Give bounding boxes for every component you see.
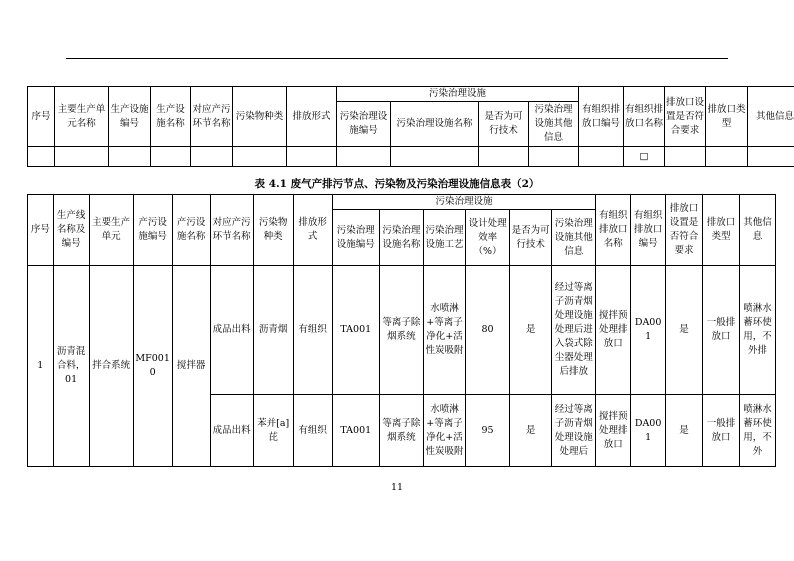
header-other: 其他信息 — [739, 195, 775, 266]
header-treat-code: 污染治理设施编号 — [332, 210, 379, 266]
cell — [529, 147, 579, 167]
cell — [579, 147, 624, 167]
cell — [55, 147, 109, 167]
cell — [109, 147, 151, 167]
cell — [337, 147, 391, 167]
header-organized-code: 有组织排放口编号 — [579, 87, 624, 147]
cell-treat-code: TA001 — [332, 395, 379, 467]
table-part-2 — [27, 194, 776, 467]
header-treatment-group: 污染治理设施 — [337, 87, 579, 102]
header-efficiency: 设计处理效率（%） — [466, 210, 510, 266]
header-treat-code: 污染治理设施编号 — [337, 102, 391, 147]
cell-outlet-req: 是 — [666, 395, 703, 467]
header-facility-code: 生产设施编号 — [109, 87, 151, 147]
header-seq: 序号 — [28, 195, 54, 266]
header-treat-name: 污染治理设施名称 — [379, 210, 423, 266]
cell — [706, 147, 748, 167]
cell-treat-other: 经过等离子沥青烟处理设施处理后 — [552, 395, 596, 467]
cell-process: 成品出料 — [210, 395, 253, 467]
header-treat-other: 污染治理设施其他信息 — [529, 102, 579, 147]
cell-unit: 拌合系统 — [89, 266, 133, 467]
cell-outlet-req: 是 — [666, 266, 703, 395]
cell — [28, 147, 55, 167]
checkbox-cell — [624, 147, 665, 167]
header-pollutant: 污染物种类 — [253, 195, 293, 266]
header-unit: 主要生产单元 — [89, 195, 133, 266]
checkbox[interactable]: □ — [639, 150, 649, 162]
header-rule — [66, 58, 728, 59]
cell-outlet-type: 一般排放口 — [702, 395, 739, 467]
cell-organized-name: 搅拌预处理排放口 — [596, 266, 631, 395]
header-treat-name: 污染治理设施名称 — [391, 102, 479, 147]
header-feasible: 是否为可行技术 — [479, 102, 529, 147]
header-outlet-type: 排放口类型 — [702, 195, 739, 266]
header-outlet-type: 排放口类型 — [706, 87, 748, 147]
header-outlet-req: 排放口设置是否符合要求 — [666, 195, 703, 266]
cell — [665, 147, 706, 167]
header-emission-form: 排放形式 — [287, 87, 337, 147]
page-number: 11 — [390, 482, 404, 493]
cell-line-name: 沥青混合料，01 — [53, 266, 89, 467]
header-treat-other: 污染治理设施其他信息 — [552, 210, 596, 266]
cell-emission-form: 有组织 — [293, 395, 332, 467]
cell-treat-name: 等离子除烟系统 — [379, 266, 423, 395]
cell — [748, 147, 794, 167]
header-organized-code: 有组织排放口编号 — [631, 195, 666, 266]
cell — [287, 147, 337, 167]
header-pollutant: 污染物种类 — [233, 87, 287, 147]
cell-treat-other: 经过等离子沥青烟处理设施处理后进入袋式除尘器处理后排放 — [552, 266, 596, 395]
table-row — [28, 266, 776, 395]
header-emission-form: 排放形式 — [293, 195, 332, 266]
header-process: 对应产污环节名称 — [191, 87, 233, 147]
cell-seq: 1 — [28, 266, 54, 467]
table-caption: 表 4.1 废气产排污节点、污染物及污染治理设施信息表（2） — [254, 178, 540, 190]
cell-other: 喷淋水蓄环使用，不外排 — [739, 266, 775, 395]
header-organized-name: 有组织排放口名称 — [596, 195, 631, 266]
header-other: 其他信息 — [748, 87, 794, 147]
cell — [233, 147, 287, 167]
cell-facility-name: 搅拌器 — [172, 266, 210, 467]
cell-process: 成品出料 — [210, 266, 253, 395]
cell-pollutant: 苯并[a]芘 — [253, 395, 293, 467]
table-row — [28, 147, 794, 167]
header-facility-code: 产污设施编号 — [133, 195, 172, 266]
cell-efficiency: 80 — [466, 266, 510, 395]
cell-organized-code: DA001 — [631, 395, 666, 467]
cell-other: 喷淋水蓄环使用，不外 — [739, 395, 775, 467]
cell-treat-process: 水喷淋+等离子净化+活性炭吸附 — [423, 266, 465, 395]
cell-treat-code: TA001 — [332, 266, 379, 395]
cell-efficiency: 95 — [466, 395, 510, 467]
cell-outlet-type: 一般排放口 — [702, 266, 739, 395]
header-treatment-group: 污染治理设施 — [332, 195, 596, 210]
cell — [479, 147, 529, 167]
cell-facility-code: MF0010 — [133, 266, 172, 467]
header-facility-name: 生产设施名称 — [151, 87, 191, 147]
cell-feasible: 是 — [510, 266, 552, 395]
header-seq: 序号 — [28, 87, 55, 147]
table-part-1 — [27, 86, 794, 167]
cell-pollutant: 沥青烟 — [253, 266, 293, 395]
cell-organized-code: DA001 — [631, 266, 666, 395]
cell-feasible: 是 — [510, 395, 552, 467]
header-organized-name: 有组织排放口名称 — [624, 87, 665, 147]
header-line-name: 生产线名称及编号 — [53, 195, 89, 266]
header-facility-name: 产污设施名称 — [172, 195, 210, 266]
cell — [191, 147, 233, 167]
header-feasible: 是否为可行技术 — [510, 210, 552, 266]
header-treat-process: 污染治理设施工艺 — [423, 210, 465, 266]
cell-treat-name: 等离子除烟系统 — [379, 395, 423, 467]
header-outlet-req: 排放口设置是否符合要求 — [665, 87, 706, 147]
header-process: 对应产污环节名称 — [210, 195, 253, 266]
cell-emission-form: 有组织 — [293, 266, 332, 395]
header-unit: 主要生产单元名称 — [55, 87, 109, 147]
cell — [391, 147, 479, 167]
cell-organized-name: 搅拌预处理排放口 — [596, 395, 631, 467]
cell-treat-process: 水喷淋+等离子净化+活性炭吸附 — [423, 395, 465, 467]
cell — [151, 147, 191, 167]
